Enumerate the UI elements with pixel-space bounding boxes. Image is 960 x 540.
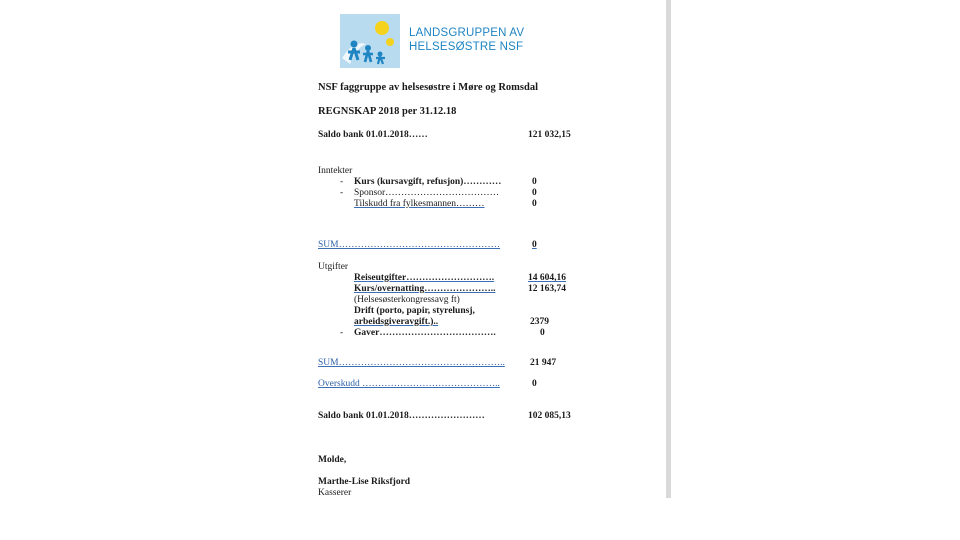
opening-balance-label: Saldo bank 01.01.2018…… <box>318 130 428 140</box>
opening-balance-value: 121 032,15 <box>528 130 571 140</box>
income-bullet: - <box>340 188 344 198</box>
expenses-heading: Utgifter <box>318 262 349 272</box>
logo-wordmark <box>409 26 524 54</box>
logo-line-1: LANDSGRUPPEN AV <box>409 27 525 39</box>
surplus-value: 0 <box>532 379 537 389</box>
logo-figures-icon <box>340 14 400 68</box>
closing-balance-label: Saldo bank 01.01.2018…………………… <box>318 411 485 421</box>
surplus-label: Overskudd …………………………………….. <box>318 379 500 389</box>
page-edge-divider <box>666 0 671 498</box>
expense-item-value: 12 163,74 <box>528 284 566 294</box>
organization-name: NSF faggruppe av helsesøstre i Møre og Romsdal <box>318 82 539 93</box>
expense-item-label: arbeidsgiveravgift.).. <box>354 317 439 327</box>
expenses-sum-value: 21 947 <box>530 358 557 368</box>
expense-bullet: - <box>340 328 344 338</box>
expense-item-label: (Helsesøsterkongressavg ft) <box>354 295 460 305</box>
expense-item-label: Reiseutgifter………………………. <box>354 273 495 283</box>
income-heading: Inntekter <box>318 166 353 176</box>
organization-logo <box>337 8 529 70</box>
income-item-label: Sponsor……………………………… <box>354 188 500 198</box>
income-bullet: - <box>340 177 344 187</box>
expense-item-label: Kurs/overnatting………………….. <box>354 284 496 294</box>
signature-role: Kasserer <box>318 488 352 498</box>
closing-balance-value: 102 085,13 <box>528 411 571 421</box>
expense-item-value: 2379 <box>530 317 549 327</box>
expense-item-label: Gaver………………………………. <box>354 328 496 338</box>
income-item-value: 0 <box>532 199 537 209</box>
expenses-sum-label: SUM…………………………………………….. <box>318 358 505 368</box>
income-item-value: 0 <box>532 177 537 187</box>
income-item-label: Tilskudd fra fylkesmannen……… <box>354 199 485 209</box>
signature-name: Marthe-Lise Riksfjord <box>318 477 411 487</box>
expense-item-value: 14 604,16 <box>528 273 566 283</box>
signature-place: Molde, <box>318 455 347 465</box>
expense-item-label: Drift (porto, papir, styrelunsj, <box>354 306 475 316</box>
income-sum-label: SUM…………………………………………… <box>318 240 501 250</box>
income-item-label: Kurs (kursavgift, refusjon)………… <box>354 177 502 187</box>
income-item-value: 0 <box>532 188 537 198</box>
statement-title: REGNSKAP 2018 per 31.12.18 <box>318 106 457 117</box>
logo-line-2: HELSESØSTRE NSF <box>409 41 524 53</box>
expense-item-value: 0 <box>540 328 545 338</box>
income-sum-value: 0 <box>532 240 537 250</box>
